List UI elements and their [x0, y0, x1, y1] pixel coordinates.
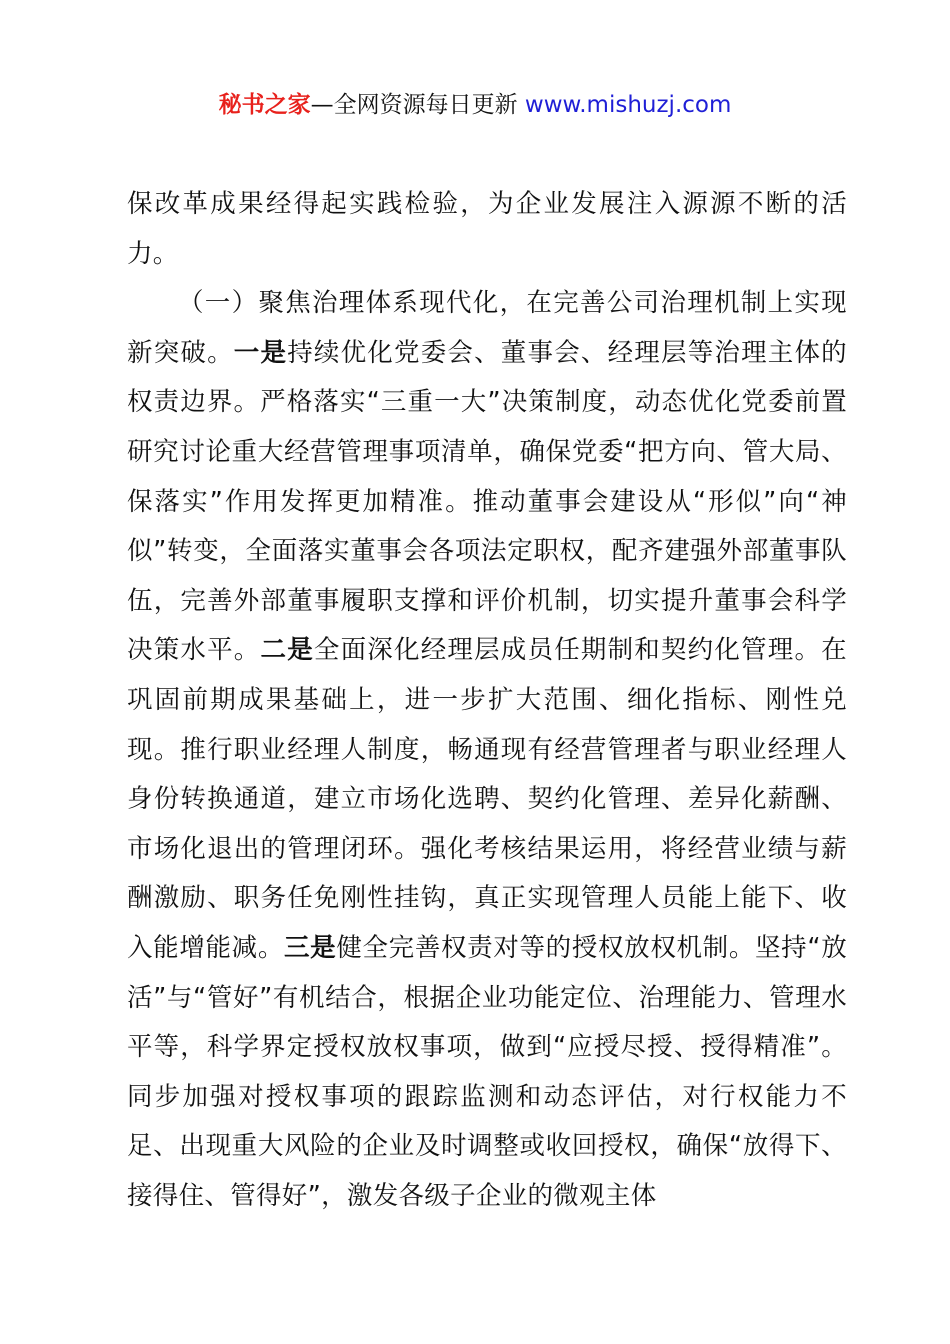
section-heading: （一）聚焦治理体系现代化，在完善公司治理机制上实现新突破。 — [127, 288, 847, 368]
point-text-3: 健全完善权责对等的授权放权机制。坚持“放活”与“管好”有机结合，根据企业功能定位、治理能力、管理水平等，科学界定授权放权事项，做到“应授尽授、授得精准”。同步加强对授权事项的跟踪监测和动态评估，对行权能力不足、出现重大风险的企业及时调整或收回授权，确保“放得下、接得住、管得好”，激发各级子企业的微观主体 — [127, 932, 847, 1211]
point-marker-3: 三是 — [284, 932, 337, 963]
point-text-1: 持续优化党委会、董事会、经理层等治理主体的权责边界。严格落实“三重一大”决策制度，动态优化党委前置研究讨论重大经营管理事项清单，确保党委“把方向、管大局、保落实”作用发挥更加精准。推动董事会建设从“形似”向“神似”转变，全面落实董事会各项法定职权，配齐建强外部董事队伍，完善外部董事履职支撑和评价机制，切实提升董事会科学决策水平。 — [127, 337, 847, 666]
point-marker-2: 二是 — [260, 635, 314, 666]
point-text-2: 全面深化经理层成员任期制和契约化管理。在巩固前期成果基础上，进一步扩大范围、细化指标、刚性兑现。推行职业经理人制度，畅通现有经营管理者与职业经理人身份转换通道，建立市场化选聘、契约化管理、差异化薪酬、市场化退出的管理闭环。强化考核结果运用，将经营业绩与薪酬激励、职务任免刚性挂钩，真正实现管理人员能上能下、收入能增能减。 — [127, 635, 847, 963]
site-url[interactable]: www.mishuzj.com — [524, 92, 732, 118]
document-body — [127, 180, 847, 1221]
paragraph-governance — [127, 279, 847, 1221]
paragraph-continuation: 保改革成果经得起实践检验，为企业发展注入源源不断的活力。 — [127, 189, 847, 269]
point-marker-1: 一是 — [233, 337, 288, 368]
site-brand: 秘书之家 — [218, 92, 311, 118]
site-tagline: —全网资源每日更新 — [310, 92, 525, 118]
site-header — [0, 88, 950, 122]
